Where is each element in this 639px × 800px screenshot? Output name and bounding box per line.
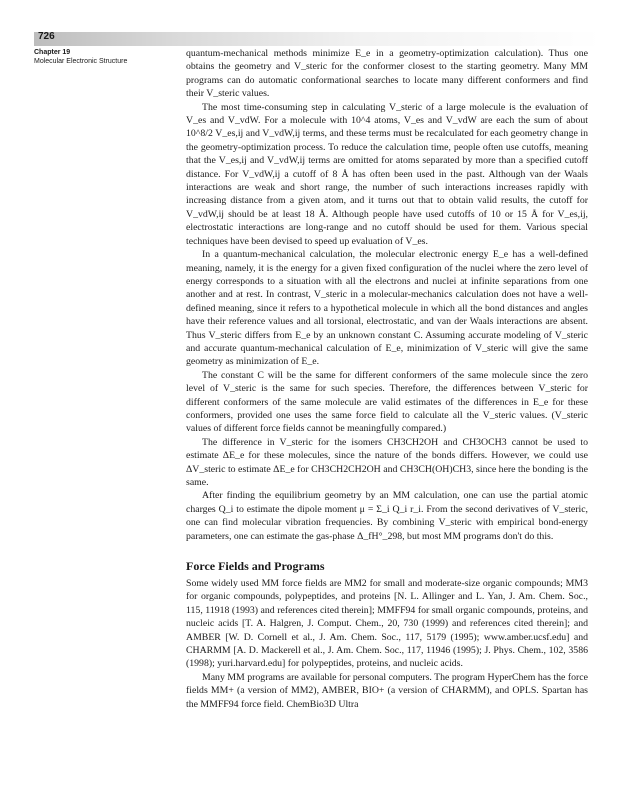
page-number: 726 — [38, 31, 55, 42]
chapter-label: Chapter 19 — [34, 49, 71, 56]
paragraph-4: The constant C will be the same for different conformers of the same molecule since the zero level of V_steric is the same for such species. Therefore, the differences between V_steric for different conformers of the same molecule are valid estimates of the differences in E_e for these conformers, provided one uses the same force field to calculate all the V_steric values. (V_steric values of different force fields cannot be meaningfully compared.) — [186, 369, 588, 435]
paragraph-5: The difference in V_steric for the isomers CH3CH2OH and CH3OCH3 cannot be used to estimate ΔE_e for these molecules, since the nature of the bonds differs. However, we could use ΔV_steric to estimate ΔE_e for CH3CH2CH2OH and CH3CH(OH)CH3, since here the bonding is the same. — [186, 436, 588, 488]
page-header-bar — [34, 32, 601, 46]
paragraph-3: In a quantum-mechanical calculation, the molecular electronic energy E_e has a well-defined meaning, namely, it is the energy for a given fixed configuration of the nuclei where the zero level of energy corresponds to a situation with all the electrons and nuclei at infinite separations from one another and at rest. In contrast, V_steric in a molecular-mechanics calculation does not have a well-defined meaning, since it refers to a hypothetical molecule in which all the bond distances and angles have their reference values and all torsional, electrostatic, and van der Waals interactions are absent. Thus V_steric differs from E_e by an unknown constant C. Assuming accurate modeling of V_steric and accurate quantum-mechanical calculation of E_e, minimization of V_steric will give the same geometry as minimization of E_e. — [186, 249, 588, 368]
running-head — [34, 48, 174, 66]
main-text-column — [186, 47, 588, 711]
paragraph-8: Many MM programs are available for personal computers. The program HyperChem has the force fields MM+ (a version of MM2), AMBER, BIO+ (a version of CHARMM), and OPLS. Spartan has the MMFF94 force field. ChemBio3D Ultra — [186, 671, 588, 710]
paragraph-7: Some widely used MM force fields are MM2 for small and moderate-size organic compounds; MM3 for organic compounds, polypeptides, and proteins [N. L. Allinger and L. Yan, J. Am. Chem. Soc., 115, 11918 (1993) and references cited therein]; MMFF94 for small organic compounds, proteins, and nucleic acids [T. A. Halgren, J. Comput. Chem., 20, 730 (1999) and references cited therein]; and AMBER [W. D. Cornell et al., J. Am. Chem. Soc., 117, 5179 (1995); www.amber.ucsf.edu] and CHARMM [A. D. Mackerell et al., J. Am. Chem. Soc., 117, 11946 (1995); J. Phys. Chem., 102, 3586 (1998); yuri.harvard.edu] for polypeptides, proteins, and nucleic acids. — [186, 578, 588, 670]
paragraph-1: quantum-mechanical methods minimize E_e in a geometry-optimization calculation). Thus one obtains the geometry and V_steric for the conformer closest to the starting geometry. Many MM programs can do automatic conformational searches to locate many different conformers and find their V_steric values. — [186, 48, 588, 100]
paragraph-2: The most time-consuming step in calculating V_steric of a large molecule is the evaluation of V_es and V_vdW. For a molecule with 10^4 atoms, V_es and V_vdW are each the sum of about 10^8/2 V_es,ij and V_vdW,ij terms, and these terms must be recalculated for each geometry change in the geometry-optimization process. To reduce the calculation time, people often use cutoffs, meaning that the V_es,ij and V_vdW,ij terms are omitted for atoms separated by more than a specified cutoff distance. For V_vdW,ij a cutoff of 8 Å has often been used in the past. Although van der Waals interactions are weak and short range, the number of such interactions increases rapidly with increasing distance from a given atom, and it turns out that to obtain valid results, the cutoff for V_vdW,ij should be at least 18 Å. Although people have used cutoffs of 10 or 15 Å for V_es,ij, electrostatic interactions are long-range and no cutoff should be used for them. Various special techniques have been devised to speed up evaluation of V_es. — [186, 101, 588, 247]
chapter-title: Molecular Electronic Structure — [34, 58, 128, 65]
section-heading: Force Fields and Programs — [186, 559, 325, 574]
paragraph-6: After finding the equilibrium geometry by an MM calculation, one can use the partial atomic charges Q_i to estimate the dipole moment μ = Σ_i Q_i r_i. From the second derivatives of V_steric, one can find molecular vibration frequencies. By combining V_steric with empirical bond-energy parameters, one can estimate the gas-phase Δ_fH°_298, but most MM programs don't do this. — [186, 490, 588, 542]
